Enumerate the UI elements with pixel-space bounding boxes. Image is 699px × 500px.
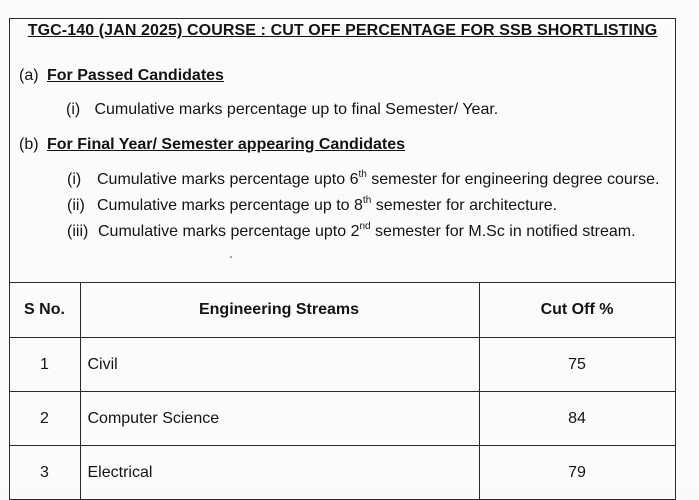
cell-cutoff: 84 [479,392,675,446]
section-b-item: (i) Cumulative marks percentage upto 6th semester for engineering degree course. [67,168,660,188]
table-row [9,338,675,392]
cell-sno: 1 [9,338,80,392]
cell-stream: Computer Science [80,392,479,446]
section-a-heading [19,67,224,85]
speck [230,256,232,258]
section-b-heading [19,136,405,154]
table-row [9,446,675,500]
cell-sno: 3 [9,446,80,500]
page-title: TGC-140 (JAN 2025) COURSE : CUT OFF PERCENTAGE FOR SSB SHORTLISTING [27,22,658,39]
cutoff-notice-box [9,18,676,498]
cutoff-table [9,282,676,500]
table-row [9,392,675,446]
column-header-cutoff: Cut Off % [479,283,675,338]
section-a-item: (i) Cumulative marks percentage up to final Semester/ Year. [66,101,499,118]
section-b-item: (iii) Cumulative marks percentage upto 2nd semester for M.Sc in notified stream. [67,220,636,240]
cell-cutoff: 79 [479,446,675,500]
column-header-stream: Engineering Streams [80,283,479,338]
column-header-sno: S No. [9,283,80,338]
cell-sno: 2 [9,392,80,446]
section-b-item: (ii) Cumulative marks percentage up to 8th semester for architecture. [67,194,558,214]
table-header-row [9,283,675,338]
cell-stream: Civil [80,338,479,392]
cell-stream: Electrical [80,446,479,500]
section-b-label: (b) [19,136,39,153]
section-a-label: (a) [19,67,39,84]
section-b-title: For Final Year/ Semester appearing Candidates [47,136,406,153]
cell-cutoff: 75 [479,338,675,392]
section-a-title: For Passed Candidates [47,67,224,84]
